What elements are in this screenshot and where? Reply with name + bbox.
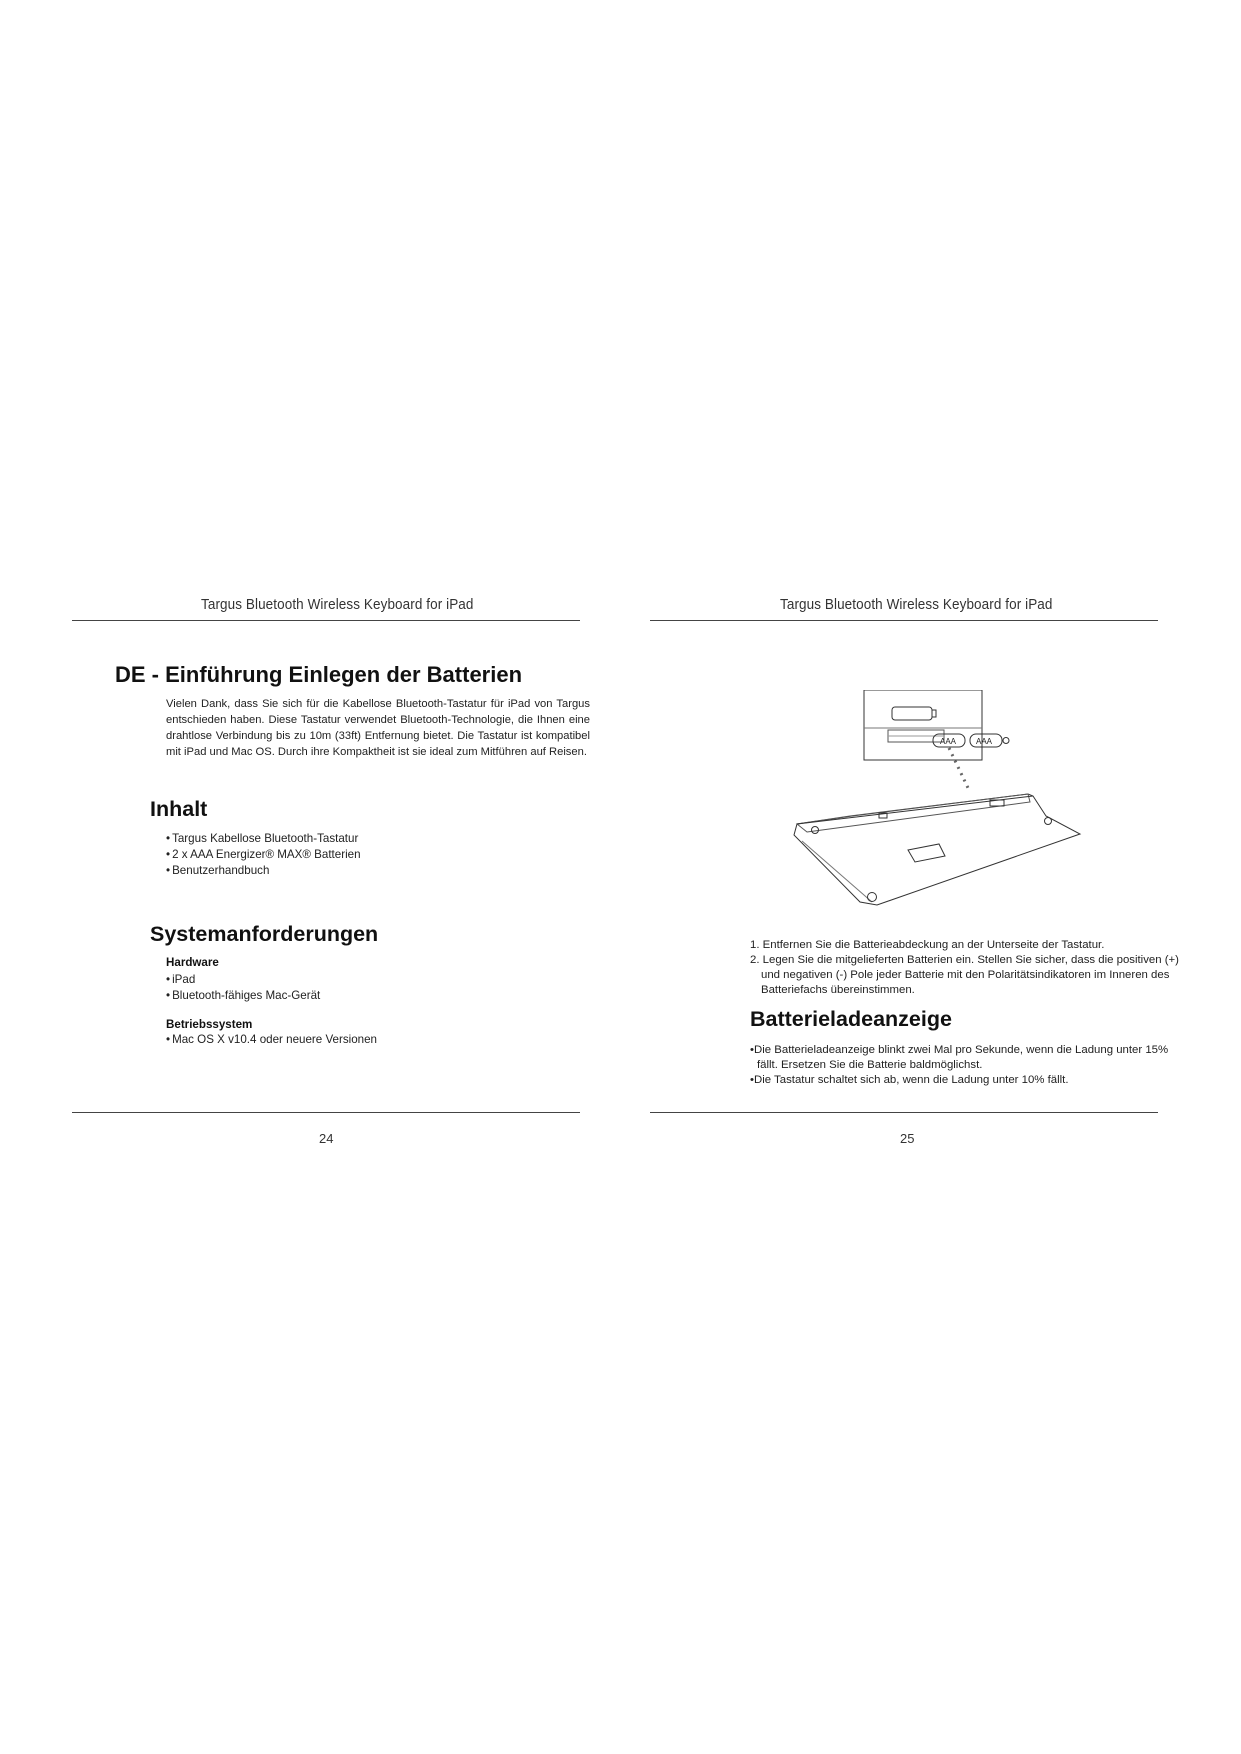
battery-label: AAA	[976, 737, 993, 746]
page-title: DE - Einführung Einlegen der Batterien	[115, 662, 523, 687]
right-page	[620, 0, 1241, 1754]
header-rule	[650, 620, 1158, 621]
header-rule	[72, 620, 580, 621]
installation-steps	[750, 938, 1186, 998]
os-label: Betriebssystem	[166, 1018, 253, 1031]
contents-heading: Inhalt	[150, 797, 208, 821]
page-number: 25	[900, 1131, 915, 1146]
os-list	[166, 1032, 377, 1048]
battery-label: AAA	[940, 737, 957, 746]
left-page	[0, 0, 620, 1754]
list-item: • iPad	[166, 972, 320, 988]
list-item: • Die Tastatur schaltet sich ab, wenn die Ladung unter 10% fällt.	[750, 1073, 1180, 1088]
contents-list	[166, 831, 361, 879]
list-item: • Mac OS X v10.4 oder neuere Versionen	[166, 1032, 377, 1048]
list-item: • Die Batterieladeanzeige blinkt zwei Mal pro Sekunde, wenn die Ladung unter 15% fällt. Ersetzen Sie die Batterie baldmöglichst.	[750, 1043, 1180, 1073]
battery-indicator-heading: Batterieladeanzeige	[750, 1007, 952, 1031]
battery-cover	[908, 844, 945, 862]
inset-box	[864, 690, 982, 760]
page-number: 24	[319, 1131, 334, 1146]
battery-icon	[892, 707, 932, 720]
dotted-arrow	[949, 748, 969, 790]
keyboard-body	[794, 794, 1080, 905]
footer-rule	[72, 1112, 580, 1113]
list-item: 2. Legen Sie die mitgelieferten Batterien ein. Stellen Sie sicher, dass die positiven (+) und negativen (-) Pole jeder Batterie mit den Polaritätsindikatoren im Inneren des Batteriefachs übereinstimmen.	[750, 954, 1179, 996]
battery-installation-illustration	[792, 690, 1084, 922]
list-item: • Bluetooth-fähiges Mac-Gerät	[166, 988, 320, 1004]
running-head: Targus Bluetooth Wireless Keyboard for iPad	[780, 596, 1053, 613]
list-item: • Benutzerhandbuch	[166, 863, 361, 879]
battery-indicator-list	[750, 1043, 1180, 1088]
list-item: 1. Entfernen Sie die Batterieabdeckung an der Unterseite der Tastatur.	[750, 939, 1105, 951]
footer-rule	[650, 1112, 1158, 1113]
list-item: • 2 x AAA Energizer® MAX® Batterien	[166, 847, 361, 863]
hardware-list	[166, 972, 320, 1004]
requirements-heading: Systemanforderungen	[150, 922, 379, 946]
hardware-label: Hardware	[166, 956, 219, 969]
intro-paragraph: Vielen Dank, dass Sie sich für die Kabellose Bluetooth-Tastatur für iPad von Targus entschieden haben. Diese Tastatur verwendet Bluetooth-Technologie, die Ihnen eine drahtlose Verbindung bis zu 10m (33ft) Entfernung bietet. Die Tastatur ist kompatibel mit iPad und Mac OS. Durch ihre Kompaktheit ist sie ideal zum Mitführen auf Reisen.	[166, 698, 590, 758]
running-head: Targus Bluetooth Wireless Keyboard for iPad	[201, 596, 474, 613]
list-item: • Targus Kabellose Bluetooth-Tastatur	[166, 831, 361, 847]
